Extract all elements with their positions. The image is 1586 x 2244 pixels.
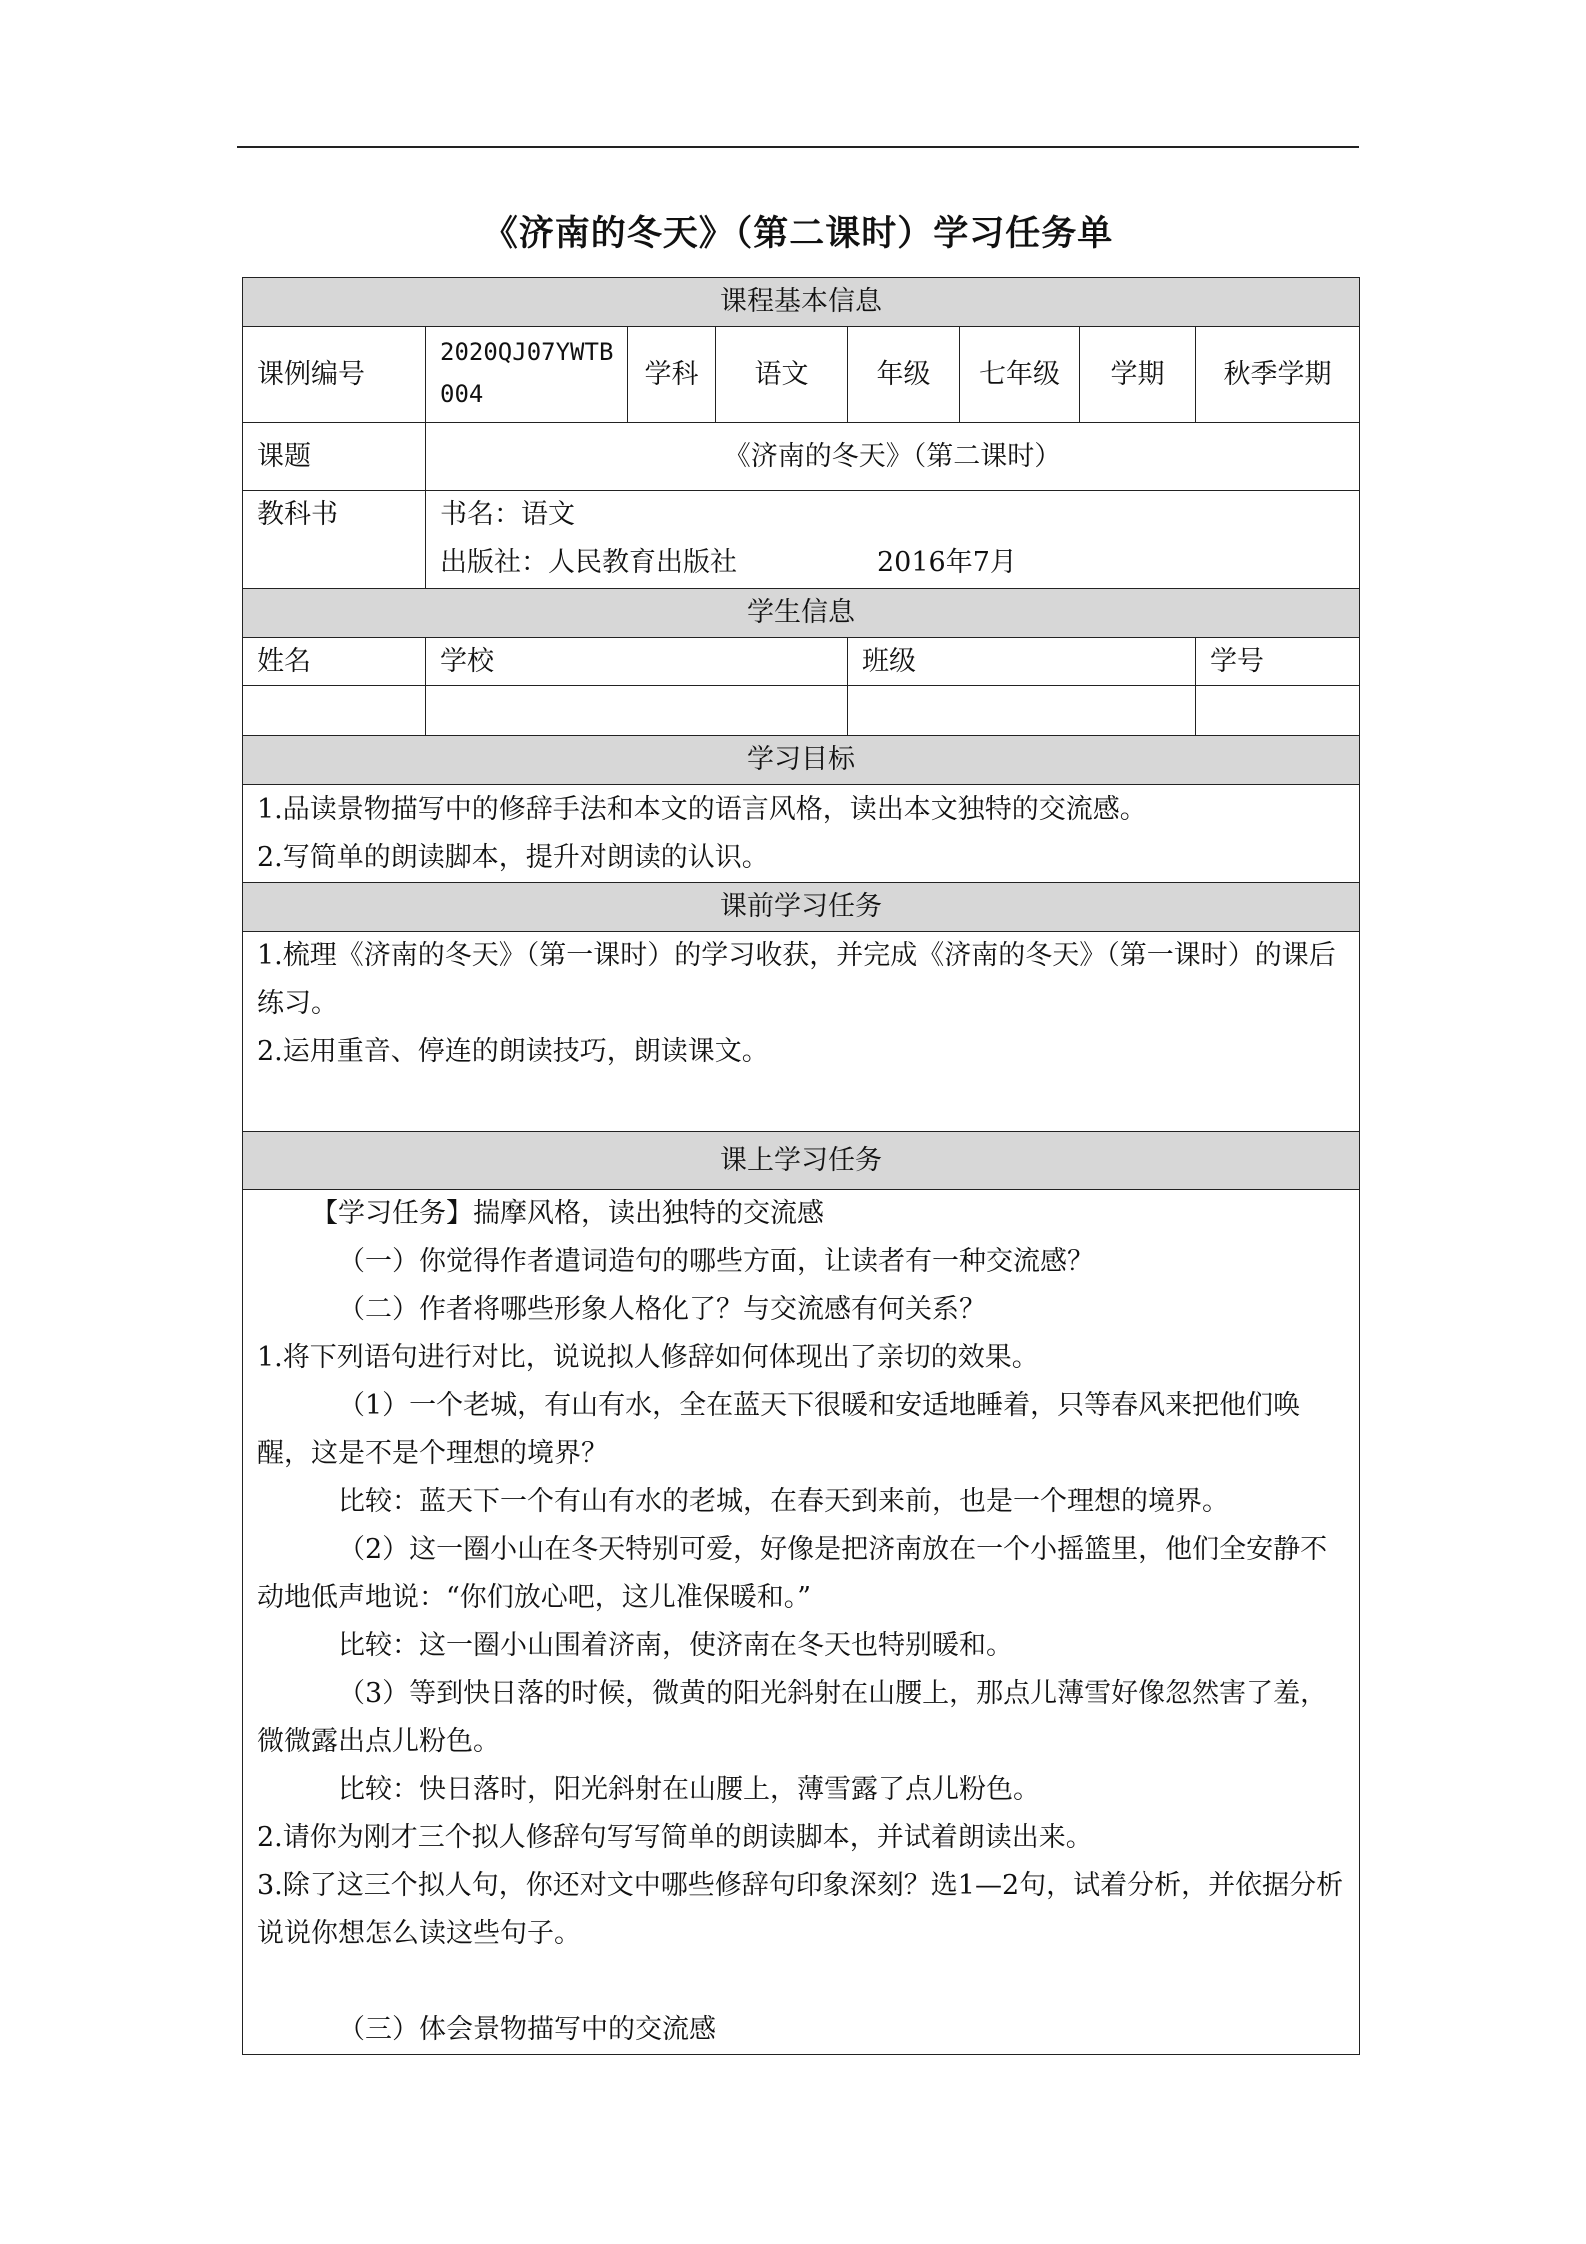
- goal-item: 2.写简单的朗读脚本，提升对朗读的认识。: [257, 841, 769, 873]
- section-header-student-info: 学生信息: [243, 589, 1360, 638]
- pre-class-content: [243, 932, 1360, 1132]
- sentence-1: （1）一个老城，有山有水，全在蓝天下很暖和安适地睡着，只等春风来把他们唤醒，这是不是个理想的境界？: [257, 1390, 1301, 1469]
- goals-content: [243, 785, 1360, 883]
- student-name-field[interactable]: [243, 686, 426, 736]
- section-header-pre-class: 课前学习任务: [243, 883, 1360, 932]
- student-school-field[interactable]: [426, 686, 848, 736]
- sentence-2: （2）这一圈小山在冬天特别可爱，好像是把济南放在一个小摇篮里，他们全安静不动地低声地说：“你们放心吧，这儿准保暖和。”: [257, 1534, 1328, 1613]
- comparison-2: 比较：这一圈小山围着济南，使济南在冬天也特别暖和。: [338, 1630, 1013, 1661]
- textbook-value: [426, 491, 1360, 589]
- task-item-3: 3.除了这三个拟人句，你还对文中哪些修辞句印象深刻？选1—2句，试着分析，并依据分析说说你想怎么读这些句子。: [257, 1870, 1344, 1949]
- topic-label: 课题: [243, 423, 426, 491]
- question-two: （二）作者将哪些形象人格化了？与交流感有何关系？: [338, 1294, 986, 1325]
- textbook-label: 教科书: [243, 491, 426, 589]
- student-name-label: 姓名: [243, 638, 426, 686]
- subject-value: 语文: [716, 327, 848, 423]
- task-title: 【学习任务】揣摩风格，读出独特的交流感: [311, 1198, 824, 1229]
- case-no-line2: 004: [440, 380, 484, 408]
- pre-class-item: 1.梳理《济南的冬天》（第一课时）的学习收获，并完成《济南的冬天》（第一课时）的课后练习。: [257, 940, 1336, 1019]
- sentence-3: （3）等到快日落的时候，微黄的阳光斜射在山腰上，那点儿薄雪好像忽然害了羞，微微露出点儿粉色。: [257, 1678, 1328, 1757]
- term-label: 学期: [1080, 327, 1196, 423]
- goal-item: 1.品读景物描写中的修辞手法和本文的语言风格，读出本文独特的交流感。: [257, 793, 1147, 825]
- section-header-goals: 学习目标: [243, 736, 1360, 785]
- question-three: （三）体会景物描写中的交流感: [338, 2014, 716, 2045]
- comparison-3: 比较：快日落时，阳光斜射在山腰上，薄雪露了点儿粉色。: [338, 1774, 1040, 1805]
- question-one: （一）你觉得作者遣词造句的哪些方面，让读者有一种交流感？: [338, 1246, 1094, 1277]
- case-no-value: [426, 327, 628, 423]
- subject-label: 学科: [628, 327, 716, 423]
- pre-class-item: 2.运用重音、停连的朗读技巧，朗读课文。: [257, 1036, 769, 1067]
- publication-date: 2016年7月: [877, 547, 1017, 578]
- blank-line: [257, 1958, 1345, 2006]
- student-class-field[interactable]: [848, 686, 1196, 736]
- grade-label: 年级: [848, 327, 960, 423]
- task-item-1: 1.将下列语句进行对比，说说拟人修辞如何体现出了亲切的效果。: [257, 1342, 1039, 1373]
- publisher: 出版社：人民教育出版社: [440, 547, 737, 578]
- case-no-line1: 2020QJ07YWTB: [440, 338, 614, 366]
- top-rule: [237, 146, 1359, 148]
- student-class-label: 班级: [848, 638, 1196, 686]
- task-sheet-table: [242, 277, 1360, 2055]
- student-school-label: 学校: [426, 638, 848, 686]
- book-name: 书名：语文: [440, 499, 575, 530]
- document-title: 《济南的冬天》（第二课时）学习任务单: [482, 213, 1114, 254]
- in-class-content: [243, 1190, 1360, 2055]
- term-value: 秋季学期: [1196, 327, 1360, 423]
- section-header-in-class: 课上学习任务: [243, 1132, 1360, 1190]
- topic-value: 《济南的冬天》（第二课时）: [426, 423, 1360, 491]
- section-header-basic-info: 课程基本信息: [243, 278, 1360, 327]
- comparison-1: 比较：蓝天下一个有山有水的老城，在春天到来前，也是一个理想的境界。: [338, 1486, 1229, 1517]
- student-id-label: 学号: [1196, 638, 1360, 686]
- publisher-line: [440, 539, 1345, 587]
- case-no-label: 课例编号: [243, 327, 426, 423]
- grade-value: 七年级: [960, 327, 1080, 423]
- student-id-field[interactable]: [1196, 686, 1360, 736]
- task-item-2: 2.请你为刚才三个拟人修辞句写写简单的朗读脚本，并试着朗读出来。: [257, 1822, 1093, 1853]
